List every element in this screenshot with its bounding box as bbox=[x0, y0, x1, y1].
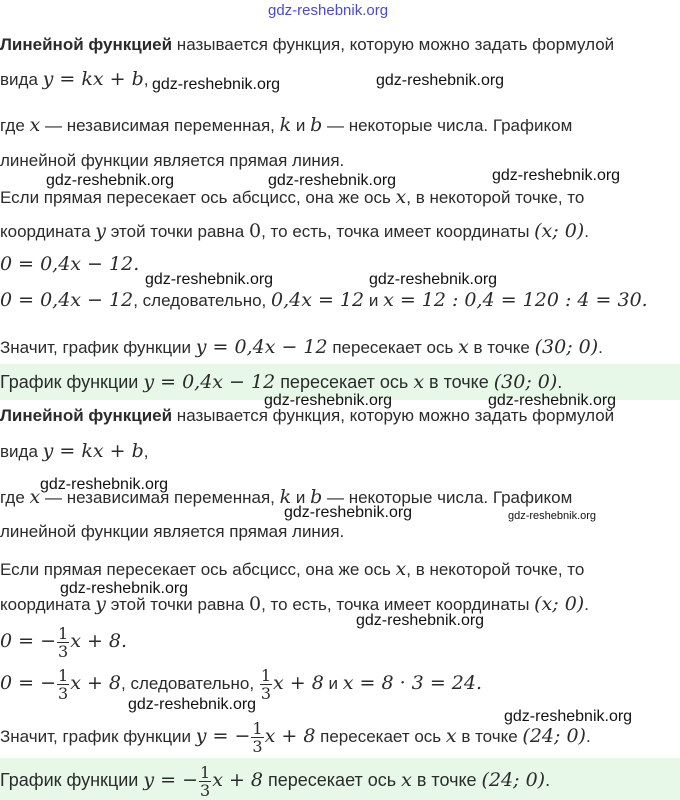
vars-text: — независимая переменная, bbox=[40, 488, 280, 507]
zero: 0 bbox=[249, 593, 262, 615]
var-x: x bbox=[29, 486, 41, 508]
vars-text: — некоторые числа. Графиком bbox=[322, 488, 573, 507]
var-y: y bbox=[95, 220, 106, 242]
cross-text: Если прямая пересекает ось абсцисс, она же ось bbox=[0, 188, 396, 207]
conclusion-line-b bbox=[0, 716, 591, 757]
conclusion-text: в точке bbox=[456, 727, 523, 746]
var-x: x bbox=[413, 371, 425, 393]
watermark: gdz-reshebnik.org bbox=[128, 696, 257, 713]
var-x: x bbox=[29, 114, 41, 136]
conclusion-text: Значит, график функции bbox=[0, 727, 196, 746]
equation: x = 8 · 3 = 24. bbox=[342, 672, 482, 694]
watermark: gdz-reshebnik.org bbox=[492, 167, 621, 184]
watermark-top: gdz-reshebnik.org bbox=[268, 2, 389, 19]
definition-text: называется функция, которую можно задать формулой bbox=[172, 406, 615, 425]
watermark: gdz-reshebnik.org bbox=[376, 72, 505, 89]
var-b: b bbox=[310, 486, 323, 508]
fraction-one-third bbox=[260, 667, 272, 702]
watermark: gdz-reshebnik.org bbox=[60, 580, 189, 597]
and-text: и bbox=[364, 291, 384, 310]
formula: y = kx + b bbox=[42, 440, 144, 462]
denominator: 3 bbox=[58, 684, 69, 704]
intersection-point: (30; 0) bbox=[534, 336, 599, 358]
coord-text: . bbox=[584, 222, 589, 241]
answer-text: График функции bbox=[0, 770, 144, 790]
var-x: x bbox=[395, 186, 407, 208]
vars-text: где bbox=[0, 488, 30, 507]
fraction-one-third bbox=[199, 764, 211, 799]
line-definition-b: линейной функции является прямая линия. bbox=[0, 522, 345, 541]
crossing-line-b bbox=[0, 558, 584, 581]
fraction-one-third bbox=[57, 625, 69, 660]
numerator: 1 bbox=[58, 666, 69, 686]
intersection-point: (24; 0) bbox=[522, 725, 586, 747]
equation: 0 = 0,4x − 12 bbox=[0, 289, 134, 311]
conclusion-text: пересекает ось bbox=[327, 338, 459, 357]
conclusion-text: . bbox=[585, 727, 591, 746]
fraction-one-third bbox=[251, 720, 263, 755]
variables-line bbox=[0, 114, 572, 137]
denominator: 3 bbox=[58, 642, 69, 662]
coord-text: , то есть, точка имеет координаты bbox=[261, 595, 535, 614]
function: y = 0,4x − 12 bbox=[195, 336, 328, 358]
watermark: gdz-reshebnik.org bbox=[369, 271, 498, 288]
definition-text: называется функция, которую можно задать формулой bbox=[172, 35, 615, 54]
equation: x = 12 : 0,4 = 120 : 4 = 30. bbox=[383, 289, 648, 311]
denominator: 3 bbox=[200, 780, 211, 800]
coord-text: координата bbox=[0, 595, 96, 614]
definition-line-2 bbox=[0, 68, 148, 91]
equation-1b bbox=[0, 622, 127, 661]
var-b: b bbox=[310, 114, 323, 136]
numerator: 1 bbox=[200, 762, 211, 782]
conclusion-text: пересекает ось bbox=[315, 727, 446, 746]
answer-line-2 bbox=[0, 760, 550, 800]
cross-text: Если прямая пересекает ось абсцисс, она же ось bbox=[0, 560, 396, 579]
equation: x + 8 bbox=[273, 672, 324, 694]
answer-text: пересекает ось bbox=[263, 770, 402, 790]
coord-text: , то есть, точка имеет координаты bbox=[261, 222, 535, 241]
function: x + 8 bbox=[212, 769, 263, 791]
conclusion-line bbox=[0, 336, 603, 359]
fraction-one-third bbox=[57, 667, 69, 702]
watermark: gdz-reshebnik.org bbox=[145, 271, 274, 288]
function: y = − bbox=[195, 725, 251, 747]
term-linear-function: Линейной функцией bbox=[0, 406, 173, 425]
therefore-text: , следовательно, bbox=[121, 674, 259, 693]
conclusion-text: Значит, график функции bbox=[0, 338, 196, 357]
watermark: gdz-reshebnik.org bbox=[152, 76, 281, 93]
equation: 0 = 0,4x − 12. bbox=[0, 253, 140, 275]
denominator: 3 bbox=[260, 684, 271, 704]
equation: 0 = − bbox=[0, 672, 57, 694]
vars-text: и bbox=[291, 116, 311, 135]
answer-text: . bbox=[545, 770, 551, 790]
term-linear-function: Линейной функцией bbox=[0, 35, 173, 54]
form-suffix: , bbox=[143, 70, 149, 89]
answer-text: пересекает ось bbox=[275, 372, 414, 392]
watermark: gdz-reshebnik.org bbox=[284, 504, 413, 521]
var-k: k bbox=[279, 114, 292, 136]
numerator: 1 bbox=[260, 666, 271, 686]
formula: y = kx + b bbox=[42, 68, 144, 90]
vars-text: где bbox=[0, 116, 30, 135]
therefore-text: , следовательно, bbox=[133, 291, 271, 310]
vars-text: — некоторые числа. Графиком bbox=[322, 116, 573, 135]
watermark-small: gdz-reshebnik.org bbox=[508, 510, 597, 522]
var-x: x bbox=[445, 725, 457, 747]
conclusion-text: . bbox=[598, 338, 603, 357]
definition-line-2b bbox=[0, 440, 148, 463]
zero: 0 bbox=[249, 220, 262, 242]
form-prefix: вида bbox=[0, 70, 43, 89]
watermark: gdz-reshebnik.org bbox=[488, 392, 617, 409]
and-text: и bbox=[323, 674, 343, 693]
coord-text: этой точки равна bbox=[106, 222, 249, 241]
coord-point: (x; 0) bbox=[534, 220, 585, 242]
watermark: gdz-reshebnik.org bbox=[504, 708, 633, 725]
answer-text: в точке bbox=[411, 770, 482, 790]
watermark: gdz-reshebnik.org bbox=[356, 612, 485, 629]
denominator: 3 bbox=[252, 737, 263, 757]
coord-text: координата bbox=[0, 222, 96, 241]
vars-text: и bbox=[291, 488, 311, 507]
function: y = − bbox=[143, 769, 198, 791]
coord-point: (x; 0) bbox=[534, 593, 585, 615]
intersection-point: (30; 0) bbox=[493, 371, 558, 393]
watermark: gdz-reshebnik.org bbox=[268, 172, 397, 189]
definition-line-1 bbox=[0, 34, 614, 56]
coordinate-line bbox=[0, 220, 589, 243]
var-k: k bbox=[279, 486, 292, 508]
equation: 0,4x = 12 bbox=[271, 289, 365, 311]
var-x: x bbox=[458, 336, 469, 358]
line-definition: линейной функции является прямая линия. bbox=[0, 151, 345, 170]
coord-text: этой точки равна bbox=[106, 595, 249, 614]
watermark: gdz-reshebnik.org bbox=[264, 392, 393, 409]
conclusion-text: в точке bbox=[468, 338, 535, 357]
cross-text: , в некоторой точке, то bbox=[406, 188, 585, 207]
function: y = 0,4x − 12 bbox=[143, 371, 276, 393]
equation: x + 8. bbox=[70, 630, 128, 652]
var-x: x bbox=[395, 558, 407, 580]
numerator: 1 bbox=[58, 624, 69, 644]
coord-text: . bbox=[584, 595, 589, 614]
function: x + 8 bbox=[264, 725, 316, 747]
equation: x + 8 bbox=[70, 672, 122, 694]
answer-text: . bbox=[557, 372, 563, 392]
var-x: x bbox=[401, 769, 412, 791]
vars-text: — независимая переменная, bbox=[40, 116, 280, 135]
var-y: y bbox=[95, 593, 106, 615]
answer-text: в точке bbox=[424, 372, 494, 392]
cross-text: , в некоторой точке, то bbox=[406, 560, 585, 579]
equation: 0 = − bbox=[0, 630, 57, 652]
equation-2 bbox=[0, 289, 648, 312]
intersection-point: (24; 0) bbox=[481, 769, 546, 791]
answer-text: График функции bbox=[0, 372, 144, 392]
watermark: gdz-reshebnik.org bbox=[46, 172, 175, 189]
watermark: gdz-reshebnik.org bbox=[40, 476, 169, 493]
equation-1 bbox=[0, 253, 139, 276]
numerator: 1 bbox=[252, 719, 263, 739]
form-suffix: , bbox=[143, 442, 149, 461]
form-prefix: вида bbox=[0, 442, 43, 461]
answer-line-1 bbox=[0, 371, 562, 393]
